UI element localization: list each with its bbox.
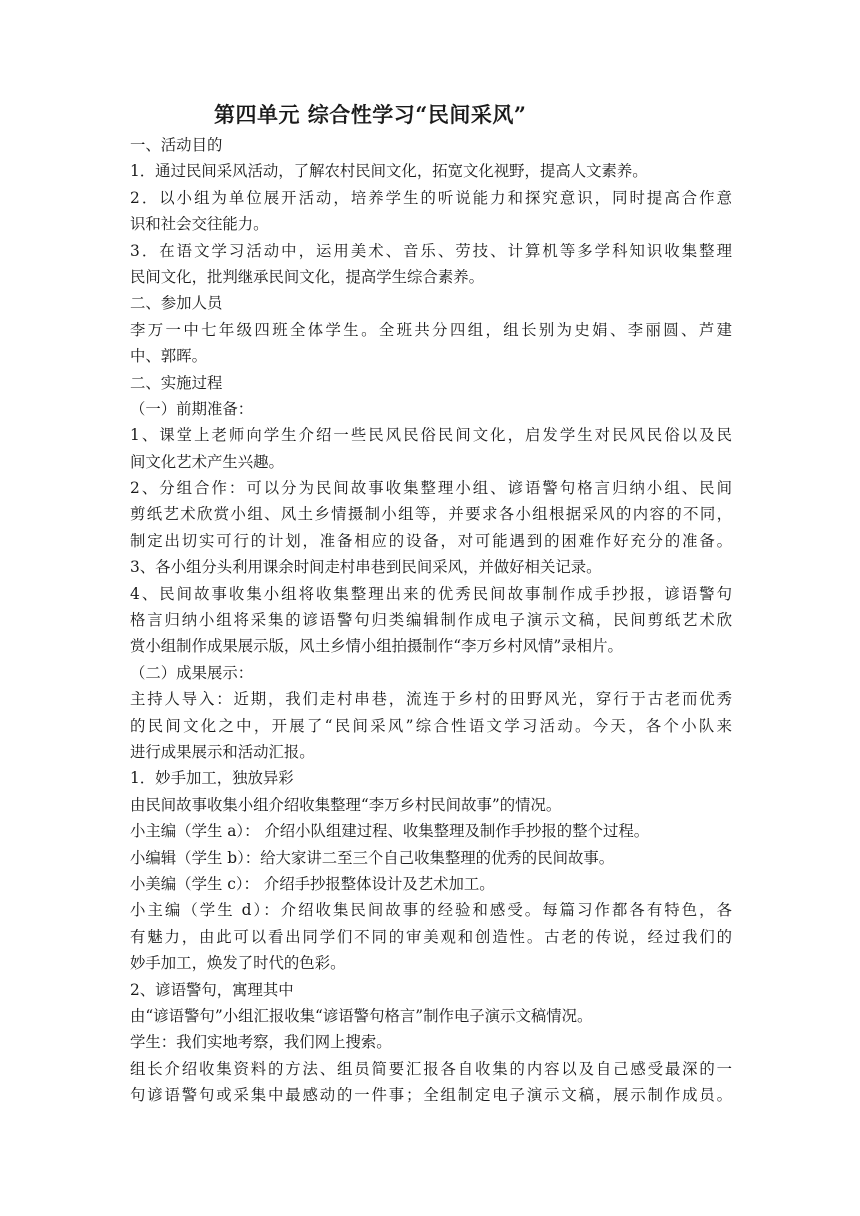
body-line: 的民间文化之中，开展了“民间采风”综合性语文学习活动。今天，各个小队来	[130, 716, 732, 735]
body-line: 4、民间故事收集小组将收集整理出来的优秀民间故事制作成手抄报，谚语警句	[130, 584, 732, 603]
body-line: 中、郭晖。	[130, 347, 207, 366]
body-line: 由“谚语警句”小组汇报收集“谚语警句格言”制作电子演示文稿情况。	[130, 1006, 593, 1025]
subsection-heading-results: （二）成果展示：	[130, 663, 254, 682]
body-line: 间文化艺术产生兴趣。	[130, 452, 284, 471]
section-heading-purpose: 一、活动目的	[130, 136, 223, 154]
body-line: 2、分组合作：可以分为民间故事收集整理小组、谚语警句格言归纳小组、民间	[130, 479, 732, 498]
body-line: 组长介绍收集资料的方法、组员简要汇报各自收集的内容以及自己感受最深的一	[130, 1059, 732, 1078]
section-heading-process: 二、实施过程	[130, 373, 223, 392]
body-line: 剪纸艺术欣赏小组、风土乡情摄制小组等，并要求各小组根据采风的内容的不同，	[130, 505, 732, 524]
item-heading: 2、谚语警句，寓理其中	[130, 980, 294, 999]
body-line: 3、各小组分头利用课余时间走村串巷到民间采风，并做好相关记录。	[130, 558, 602, 577]
body-line: 赏小组制作成果展示版，风土乡情小组拍摄制作“李万乡村风情”录相片。	[130, 637, 623, 656]
body-line: 2．以小组为单位展开活动，培养学生的听说能力和探究意识，同时提高合作意	[130, 188, 732, 207]
body-line: 有魅力，由此可以看出同学们不同的审美观和创造性。古老的传说，经过我们的	[130, 927, 732, 946]
body-line: 小主编（学生 d）：介绍收集民间故事的经验和感受。每篇习作都各有特色，各	[130, 901, 732, 920]
body-line: 学生：我们实地考察，我们网上搜索。	[130, 1033, 392, 1052]
body-line: 制定出切实可行的计划，准备相应的设备，对可能遇到的困难作好充分的准备。	[130, 531, 732, 550]
body-line: 小主编（学生 a）： 介绍小队组建过程、收集整理及制作手抄报的整个过程。	[130, 822, 650, 841]
body-line: 句谚语警句或采集中最感动的一件事；全组制定电子演示文稿，展示制作成员。	[130, 1086, 732, 1105]
body-line: 主持人导入：近期，我们走村串巷，流连于乡村的田野风光，穿行于古老而优秀	[130, 690, 732, 709]
document-body	[130, 132, 732, 1108]
body-line: 妙手加工，焕发了时代的色彩。	[130, 954, 346, 973]
body-line: 小美编（学生 c）： 介绍手抄报整体设计及艺术加工。	[130, 874, 495, 893]
body-line: 民间文化，批判继承民间文化，提高学生综合素养。	[130, 267, 484, 286]
section-heading-participants: 二、参加人员	[130, 294, 223, 313]
body-line: 1、课堂上老师向学生介绍一些民风民俗民间文化，启发学生对民风民俗以及民	[130, 426, 732, 445]
body-line: 识和社会交往能力。	[130, 215, 269, 234]
body-line: 李万一中七年级四班全体学生。全班共分四组，组长别为史娟、李丽圆、芦建	[130, 320, 732, 339]
body-line: 3．在语文学习活动中，运用美术、音乐、劳技、计算机等多学科知识收集整理	[130, 241, 732, 260]
body-line: 由民间故事收集小组介绍收集整理“李万乡村民间故事”的情况。	[130, 795, 562, 814]
document-title: 第四单元 综合性学习“民间采风”	[214, 102, 527, 127]
body-line: 1．通过民间采风活动，了解农村民间文化，拓宽文化视野，提高人文素养。	[130, 162, 648, 181]
body-line: 进行成果展示和活动汇报。	[130, 742, 315, 761]
body-line: 格言归纳小组将采集的谚语警句归类编辑制作成电子演示文稿，民间剪纸艺术欣	[130, 611, 732, 630]
body-line: 小编辑（学生 b）：给大家讲二至三个自己收集整理的优秀的民间故事。	[130, 848, 615, 867]
item-heading: 1．妙手加工，独放异彩	[130, 769, 294, 788]
subsection-heading-preparation: （一）前期准备：	[130, 399, 254, 418]
